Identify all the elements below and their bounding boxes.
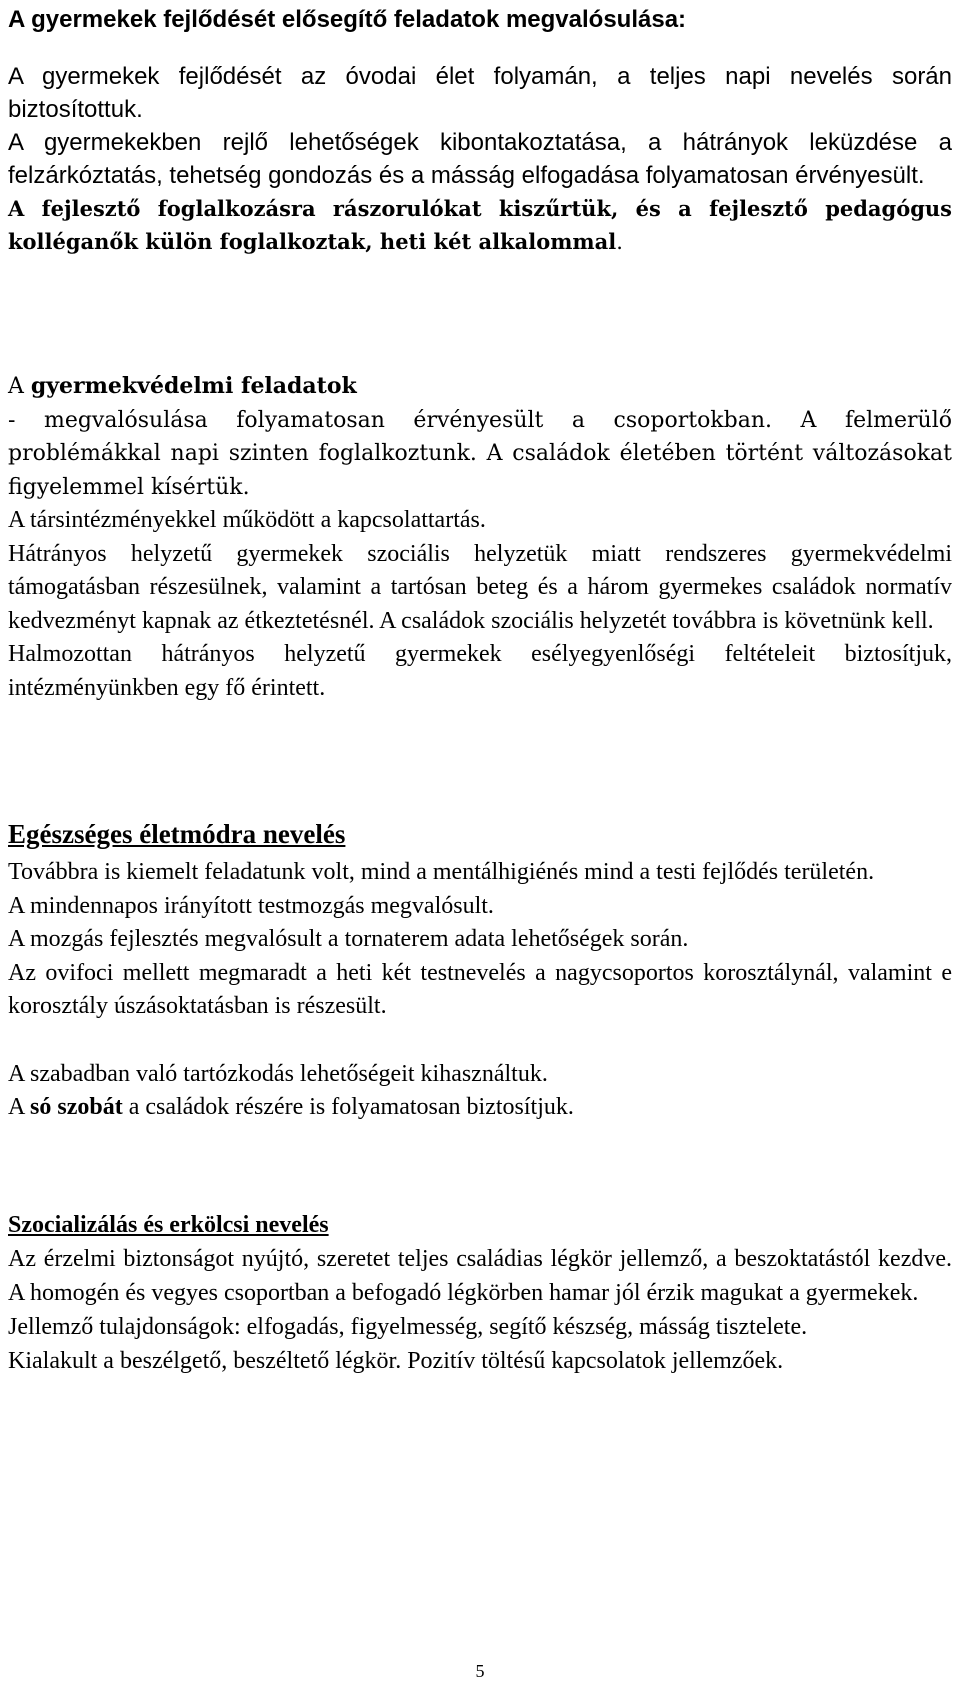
spacer	[8, 1024, 952, 1058]
paragraph-developmental-sessions	[8, 192, 952, 259]
paragraph-potential-development: A gyermekekben rejlő lehetőségek kibontakoztatása, a hátrányok leküzdése a felzárkóztatás, tehetség gondozás és a másság elfogadása folyamatosan érvényesült.	[8, 129, 952, 189]
paragraph-conversation-climate: Kialakult a beszélgető, beszéltető légkör. Pozitív töltésű kapcsolatok jellemzőek.	[8, 1348, 784, 1374]
section-title-child-development: A gyermekek fejlődését elősegítő feladatok megvalósulása:	[8, 6, 687, 33]
paragraph-daily-education: A gyermekek fejlődését az óvodai élet folyamán, a teljes napi nevelés során biztosítottuk.	[8, 63, 952, 123]
section-socialization	[8, 1208, 952, 1378]
paragraph-priority-task: Továbbra is kiemelt feladatunk volt, mind a mentálhigiénés mind a testi fejlődés területén.	[8, 859, 875, 885]
heading-healthy-lifestyle: Egészséges életmódra nevelés	[8, 819, 346, 849]
salt-room-bold: só szobát	[30, 1094, 123, 1120]
paragraph-emotional-security: Az érzelmi biztonságot nyújtó, szeretet teljes családias légkör jellemző, a beszoktatástól kezdve. A homogén és vegyes csoportban a befogadó légkörben hamar jól érzik magukat a gyermekek.	[8, 1246, 952, 1306]
paragraph-partner-institutions: A társintézményekkel működött a kapcsolattartás.	[8, 507, 486, 533]
heading-child-protection-bold: gyermekvédelmi feladatok	[30, 373, 357, 399]
salt-room-prefix: A	[8, 1094, 31, 1120]
paragraph-characteristics: Jellemző tulajdonságok: elfogadás, figyelmesség, segítő készség, másság tisztelete.	[8, 1314, 808, 1340]
paragraph-movement-gym: A mozgás fejlesztés megvalósult a tornaterem adata lehetőségek során.	[8, 926, 689, 952]
section-child-protection	[8, 370, 952, 705]
paragraph-equal-opportunities: Halmozottan hátrányos helyzetű gyermekek esélyegyenlőségi feltételeit biztosítjuk, intézményünkben egy fő érintett.	[8, 641, 952, 701]
paragraph-disadvantaged-support: Hátrányos helyzetű gyermekek szociális helyzetük miatt rendszeres gyermekvédelmi támogatásban részesülnek, valamint a tartósan beteg és a három gyermekes családok normatív kedvezményt kapnak az étkeztetésnél. A családok szociális helyzetét továbbra is követnünk kell.	[8, 540, 952, 634]
paragraph-outdoor: A szabadban való tartózkodás lehetőségeit kihasználtuk.	[8, 1060, 548, 1087]
heading-socialization: Szocializálás és erkölcsi nevelés	[8, 1212, 329, 1238]
page-number: 5	[475, 1661, 485, 1681]
paragraph-daily-exercise: A mindennapos irányított testmozgás megvalósult.	[8, 892, 494, 919]
salt-room-suffix: a családok részére is folyamatosan biztosítjuk.	[122, 1094, 574, 1120]
heading-child-protection-prefix: A	[8, 374, 31, 399]
heading-child-protection	[8, 370, 952, 404]
paragraph-salt-room	[8, 1091, 952, 1125]
developmental-sessions-text: A fejlesztő foglalkozásra rászorulókat kiszűrtük, és a fejlesztő pedagógus kolléganők külön foglalkoztak, heti két alkalommal	[8, 196, 952, 254]
paragraph-ovifoci: Az ovifoci mellett megmaradt a heti két testnevelés a nagycsoportos korosztálynál, valamint e korosztály úszásoktatásban is részesült.	[8, 959, 952, 1019]
section-child-development	[8, 0, 952, 259]
section-healthy-lifestyle	[8, 812, 952, 1125]
paragraph-protection-realization: - megvalósulása folyamatosan érvényesült a csoportokban. A felmerülő problémákkal napi szinten foglalkoztunk. A családok életében történt változásokat figyelemmel kísértük.	[8, 407, 952, 500]
developmental-sessions-period: .	[616, 230, 623, 254]
